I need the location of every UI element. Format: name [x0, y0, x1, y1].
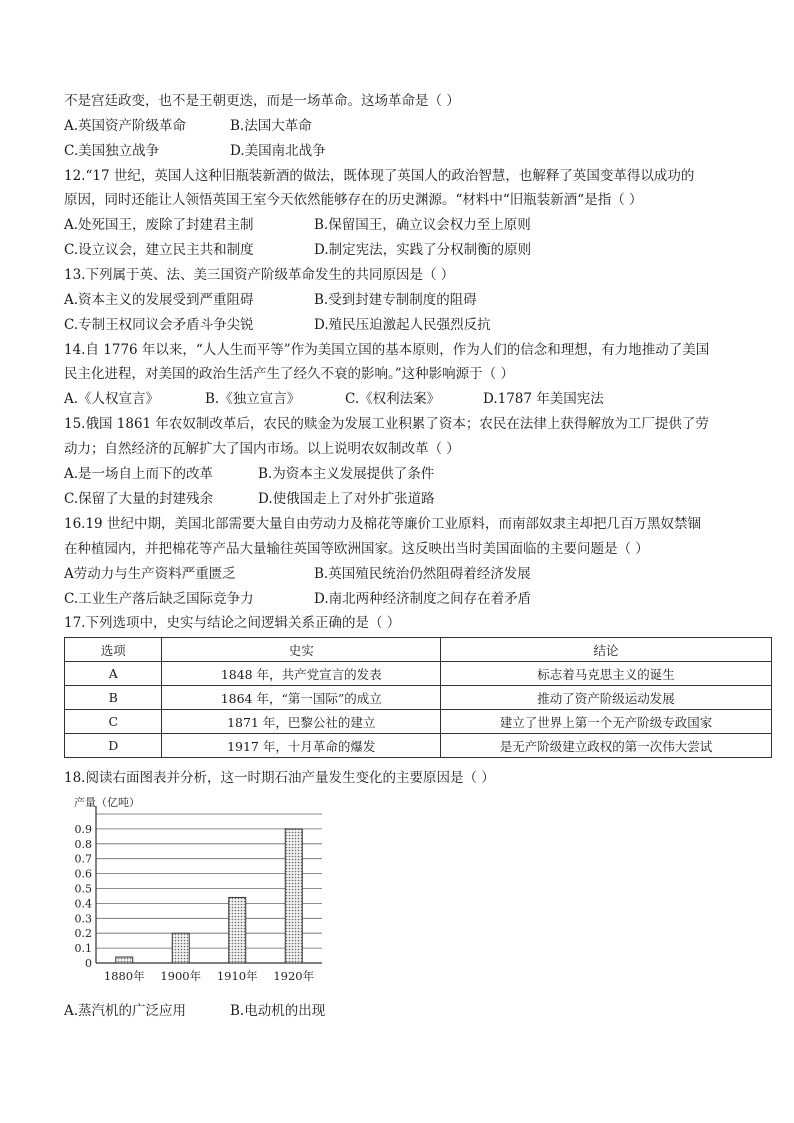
- table-header-fact: 史实: [162, 638, 441, 662]
- bar: [285, 829, 302, 963]
- q12-option-a: A.处死国王，废除了封建君主制: [64, 217, 254, 233]
- q11-option-d: D.美国南北战争: [230, 143, 326, 159]
- table-header-option: 选项: [65, 638, 162, 662]
- table-cell-fact: 1871 年，巴黎公社的建立: [162, 710, 441, 734]
- table-row: [65, 662, 772, 686]
- table-cell-option: D: [65, 734, 162, 758]
- y-tick-label: 0: [85, 957, 92, 970]
- table-cell-conclusion: 建立了世界上第一个无产阶级专政国家: [440, 710, 771, 734]
- q15-option-c: C.保留了大量的封建残余: [64, 491, 214, 507]
- y-axis-label: 产量（亿吨）: [74, 796, 140, 809]
- y-tick-label: 0.4: [74, 897, 92, 911]
- q14-option-b: B.《独立宣言》: [205, 391, 301, 407]
- bar: [229, 897, 246, 963]
- q11-option-b: B.法国大革命: [230, 118, 312, 134]
- q12-stem-line2: 原因，同时还能让人领悟英国王室今天依然能够存在的历史渊源。“材料中“旧瓶装新酒“是指（ ）: [64, 192, 643, 208]
- table-cell-fact: 1848 年，共产党宣言的发表: [162, 662, 441, 686]
- q11-stem-tail: 不是宫廷政变，也不是王朝更迭，而是一场革命。这场革命是（ ）: [64, 93, 460, 109]
- q14-option-d: D.1787 年美国宪法: [483, 391, 604, 407]
- q16-option-b: B.英国殖民统治仍然阻碍着经济发展: [314, 566, 531, 582]
- y-tick-label: 0.3: [74, 912, 92, 926]
- q15-option-a: A.是一场自上而下的改革: [64, 466, 214, 482]
- q13-option-c: C.专制王权同议会矛盾斗争尖锐: [64, 317, 254, 333]
- q13-option-b: B.受到封建专制制度的阻碍: [314, 292, 477, 308]
- y-tick-label: 0.5: [74, 882, 92, 896]
- table-header-conclusion: 结论: [440, 638, 771, 662]
- q14-stem-line2: 民主化进程，对美国的政治生活产生了经久不衰的影响。”这种影响源于（ ）: [64, 366, 514, 382]
- y-tick-label: 0.2: [74, 927, 92, 941]
- q18-option-a: A.蒸汽机的广泛应用: [64, 1003, 187, 1019]
- q14-stem-line1: 14.自 1776 年以来，“人人生而平等”作为美国立国的基本原则，作为人们的信念和理想，有力地推动了美国: [64, 342, 710, 358]
- q13-option-a: A.资本主义的发展受到严重阻碍: [64, 292, 254, 308]
- q17-stem: 17.下列选项中，史实与结论之间逻辑关系正确的是（ ）: [64, 615, 401, 631]
- table-cell-option: B: [65, 686, 162, 710]
- y-tick-label: 0.8: [74, 837, 92, 851]
- q16-option-d: D.南北两种经济制度之间存在着矛盾: [314, 591, 532, 607]
- q18-stem: 18.阅读右面图表并分析，这一时期石油产量发生变化的主要原因是（ ）: [64, 770, 495, 786]
- q11-option-c: C.美国独立战争: [64, 143, 160, 159]
- y-tick-label: 0.1: [74, 942, 92, 956]
- q12-option-c: C.设立议会，建立民主共和制度: [64, 242, 254, 258]
- q14-option-c: C.《权利法案》: [345, 391, 441, 407]
- x-tick-label: 1900年: [160, 969, 202, 983]
- bar: [172, 933, 189, 963]
- q16-option-c: C.工业生产落后缺乏国际竞争力: [64, 591, 254, 607]
- q15-stem-line1: 15.俄国 1861 年农奴制改革后，农民的赎金为发展工业积累了资本；农民在法律上获得解放为工厂提供了劳: [64, 416, 709, 432]
- q13-stem: 13.下列属于英、法、美三国资产阶级革命发生的共同原因是（ ）: [64, 267, 455, 283]
- table-cell-option: A: [65, 662, 162, 686]
- x-tick-label: 1920年: [273, 969, 315, 983]
- table-row: [65, 734, 772, 758]
- q12-option-b: B.保留国王，确立议会权力至上原则: [314, 217, 531, 233]
- table-header-row: [65, 638, 772, 662]
- q15-option-d: D.使俄国走上了对外扩张道路: [258, 491, 435, 507]
- x-tick-label: 1880年: [103, 969, 145, 983]
- q14-option-a: A.《人权宣言》: [64, 391, 160, 407]
- q12-stem-line1: 12.“17 世纪，英国人这种旧瓶装新酒的做法，既体现了英国人的政治智慧，也解释了英国变革得以成功的: [64, 168, 695, 184]
- table-cell-conclusion: 推动了资产阶级运动发展: [440, 686, 771, 710]
- q11-option-a: A.英国资产阶级革命: [64, 118, 187, 134]
- table-row: [65, 686, 772, 710]
- table-cell-fact: 1917 年，十月革命的爆发: [162, 734, 441, 758]
- bar: [116, 957, 133, 963]
- table-cell-conclusion: 标志着马克思主义的诞生: [440, 662, 771, 686]
- table-cell-fact: 1864 年，“第一国际”的成立: [162, 686, 441, 710]
- table-row: [65, 710, 772, 734]
- q16-option-a: A劳动力与生产资料严重匮乏: [64, 566, 236, 582]
- q16-stem-line2: 在种植园内，并把棉花等产品大量输往英国等欧洲国家。这反映出当时美国面临的主要问题是（ ）: [64, 541, 649, 557]
- q18-option-b: B.电动机的出现: [230, 1003, 326, 1019]
- y-tick-label: 0.6: [74, 867, 92, 881]
- x-tick-label: 1910年: [216, 969, 258, 983]
- q16-stem-line1: 16.19 世纪中期，美国北部需要大量自由劳动力及棉花等廉价工业原料，而南部奴隶主却把几百万黑奴禁锢: [64, 516, 701, 532]
- y-tick-label: 0.7: [74, 852, 92, 866]
- y-tick-label: 0.9: [74, 822, 92, 836]
- q13-option-d: D.殖民压迫激起人民强烈反抗: [314, 317, 491, 333]
- q15-stem-line2: 动力；自然经济的瓦解扩大了国内市场。以上说明农奴制改革（ ）: [64, 441, 460, 457]
- q12-option-d: D.制定宪法，实践了分权制衡的原则: [314, 242, 532, 258]
- table-cell-conclusion: 是无产阶级建立政权的第一次伟大尝试: [440, 734, 771, 758]
- oil-production-chart: [60, 792, 330, 990]
- q15-option-b: B.为资本主义发展提供了条件: [258, 466, 435, 482]
- table-cell-option: C: [65, 710, 162, 734]
- q17-table: [64, 637, 772, 758]
